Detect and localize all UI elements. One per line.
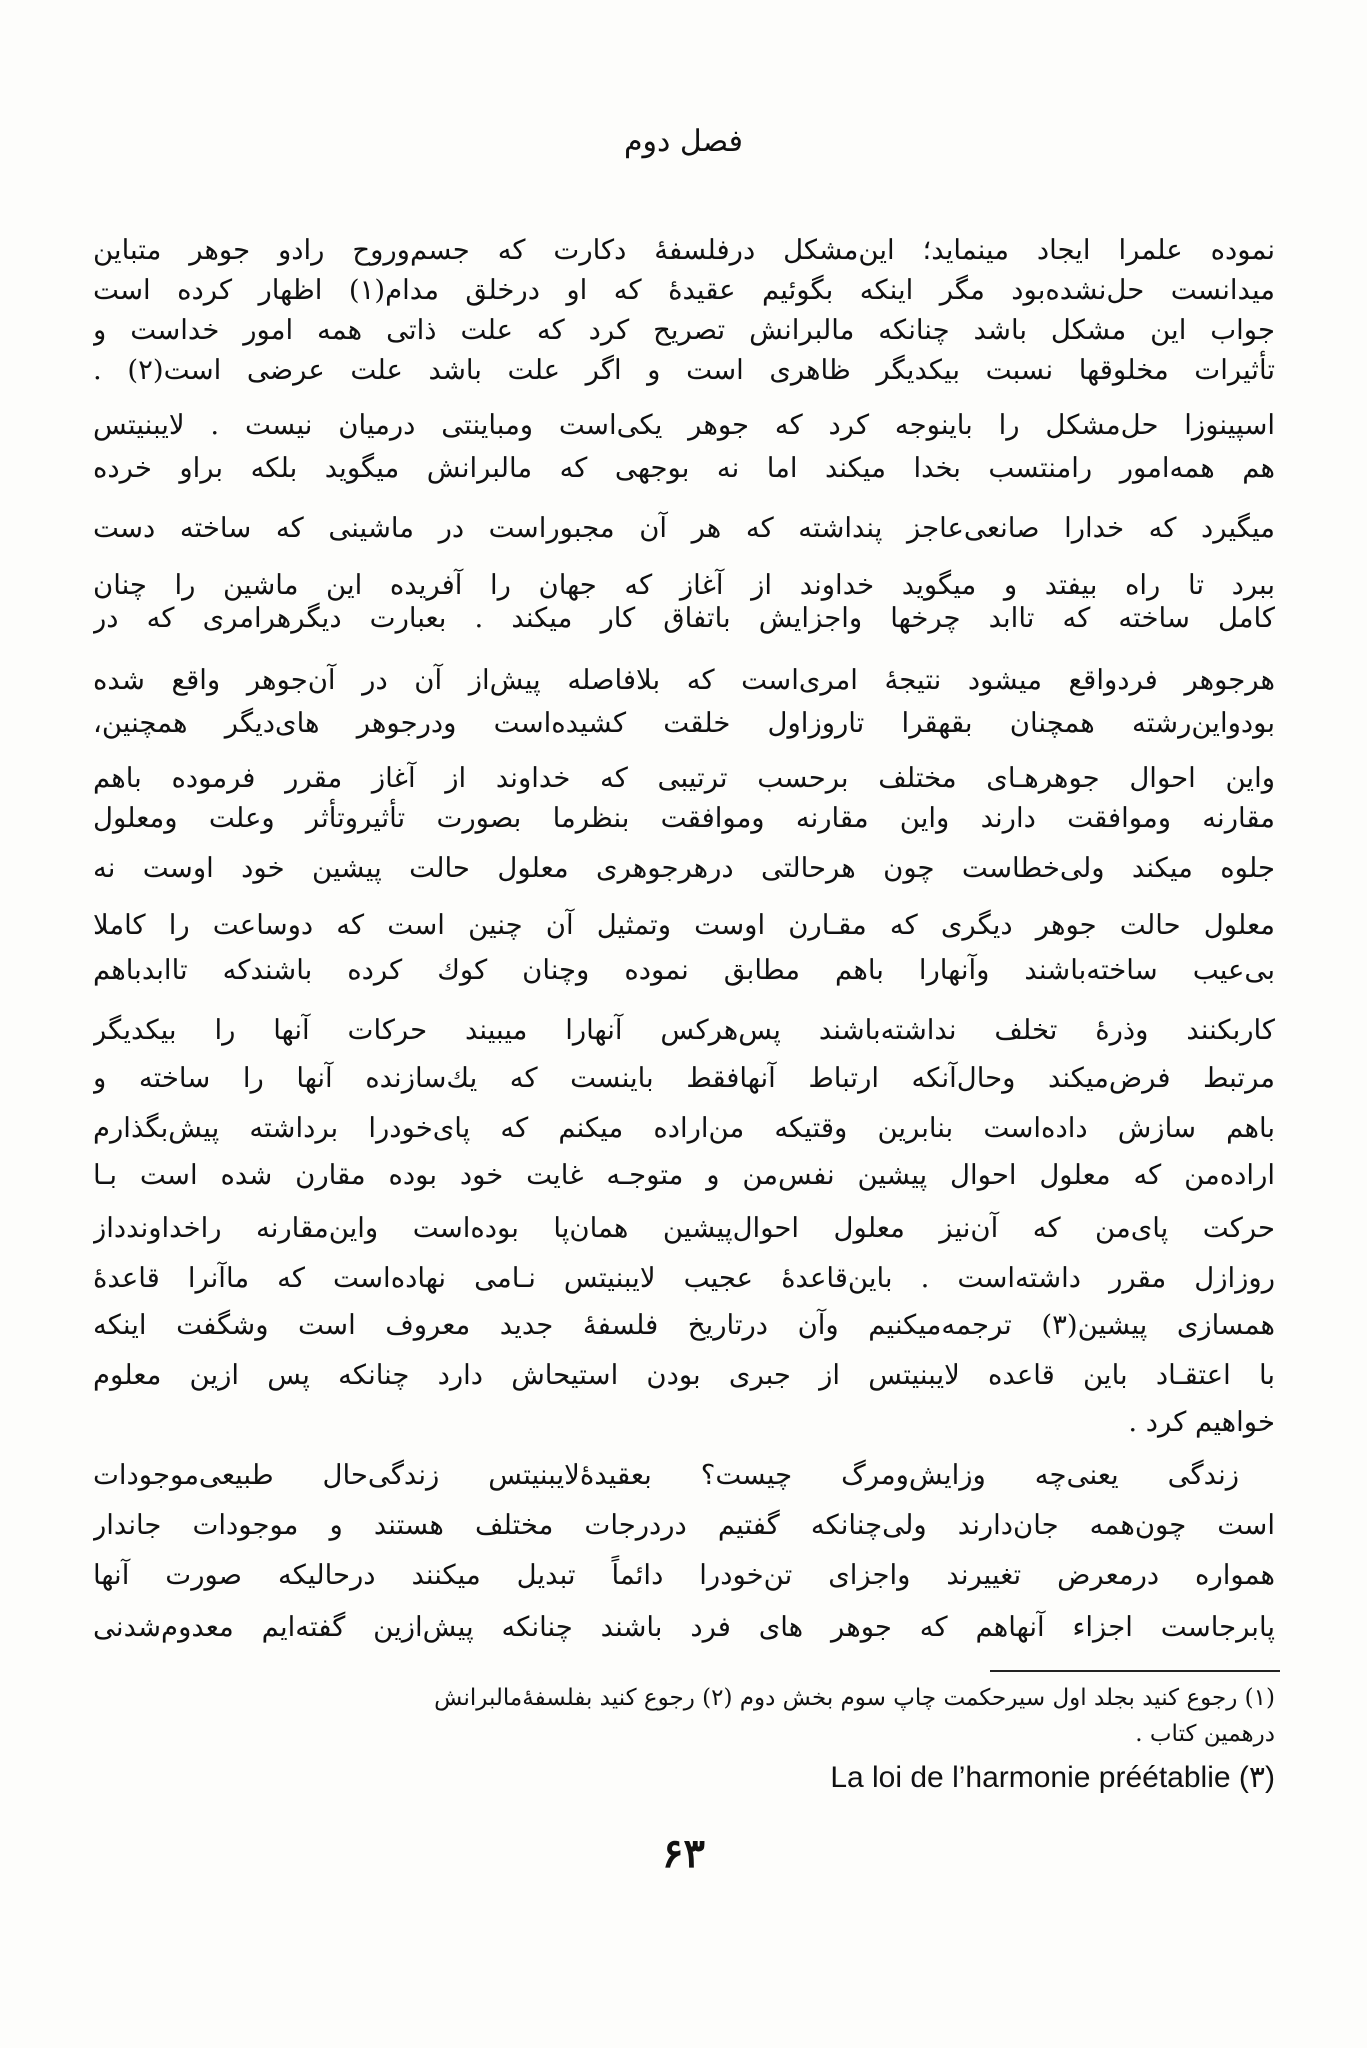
page-number: ۶۳ [662, 1830, 705, 1877]
text-line: میدانست حل‌نشده‌بود مگر اینکه بگوئیم عقیدهٔ که او درخلق مدام(۱) اظهار کرده است [93, 274, 1275, 306]
text-line: با اعتقـاد باین قاعده لایبنیتس از جبری بودن استیحاش دارد چنانکه پس ازین معلوم [93, 1359, 1275, 1391]
text-line: نموده علمرا ایجاد مینماید؛ این‌مشکل درفلسفهٔ دکارت که جسم‌وروح رادو جوهر متباین [93, 234, 1275, 266]
text-line: باهم سازش داده‌است بنابرین وقتیکه من‌اراده میکنم که پای‌خودرا برداشته پیش‌بگذارم [93, 1112, 1275, 1144]
text-line: مرتبط فرض‌میکند وحال‌آنکه ارتباط آنهافقط باینست که یك‌سازنده آنها را ساخته و [93, 1062, 1275, 1094]
text-line: مقارنه وموافقت دارند واین مقارنه وموافقت بنظرما بصورت تأثیروتأثر وعلت ومعلول [93, 802, 1275, 834]
text-line: بودواین‌رشته همچنان بقهقرا تاروزاول خلقت کشیده‌است ودرجوهر های‌دیگر همچنین، [93, 707, 1275, 739]
text-line: پابرجاست اجزاء آنهاهم که جوهر های فرد باشند چنانکه پیش‌ازین گفته‌ایم معدوم‌شدنی [93, 1611, 1275, 1643]
text-line: است چون‌همه جان‌دارند ولی‌چنانکه گفتیم دردرجات مختلف هستند و موجودات جاندار [93, 1509, 1275, 1541]
text-line: هم همه‌امور رامنتسب بخدا میکند اما نه بوجهی که مالبرانش میگوید بلکه براو خرده [93, 452, 1275, 484]
text-line: خواهیم کرد . [1128, 1406, 1275, 1438]
text-line: واین احوال جوهرهـای مختلف برحسب ترتیبی که خداوند از آغاز مقرر فرموده باهم [93, 762, 1275, 794]
text-line: بی‌عیب ساخته‌باشند وآنهارا باهم مطابق نموده وچنان کوك کرده باشندکه تاابدباهم [93, 954, 1275, 986]
text-line: جواب این مشکل باشد چنانکه مالبرانش تصریح کرد که علت ذاتی همه امور خداست و [93, 314, 1275, 346]
text-line: کاربکنند وذرهٔ تخلف نداشته‌باشند پس‌هرکس آنهارا میبیند حرکات آنها را بیکدیگر [93, 1014, 1275, 1046]
text-line: هرجوهر فردواقع میشود نتیجهٔ امری‌است که بلافاصله پیش‌از آن در آن‌جوهر واقع شده [93, 664, 1275, 696]
text-line: همسازی پیشین(۳) ترجمه‌میکنیم وآن درتاریخ فلسفهٔ جدید معروف است وشگفت اینکه [93, 1309, 1275, 1341]
text-line: میگیرد که خدارا صانعی‌عاجز پنداشته که هر آن مجبوراست در ماشینی که ساخته دست [93, 512, 1275, 544]
footnote-latin: La loi de l’harmonie préétablie (۳) [830, 1761, 1275, 1794]
footnote-line-2: درهمین کتاب . [1135, 1721, 1275, 1747]
text-line: جلوه میکند ولی‌خطاست چون هرحالتی درهرجوهری معلول حالت پیشین خود اوست نه [93, 852, 1275, 884]
chapter-header: فصل دوم [623, 124, 744, 159]
text-line: حرکت پای‌من که آن‌نیز معلول احوال‌پیشین همان‌پا بوده‌است واین‌مقارنه راخداوندداز [93, 1212, 1275, 1244]
text-line: کامل ساخته که تاابد چرخها واجزایش باتفاق کار میکند . بعبارت دیگرهرامری که در [93, 602, 1275, 634]
text-line: زندگی یعنی‌چه وزایش‌ومرگ چیست؟ بعقیدهٔ‌لایبنیتس زندگی‌حال طبیعی‌موجودات [93, 1459, 1239, 1491]
text-line: اسپینوزا حل‌مشکل را باینوجه کرد که جوهر یکی‌است ومباینتی درمیان نیست . لایبنیتس [93, 409, 1275, 441]
text-line: معلول حالت جوهر دیگری که مقـارن اوست وتمثیل آن چنین است که دوساعت را کاملا [93, 909, 1275, 941]
footnote-divider [990, 1670, 1280, 1672]
text-line: روزازل مقرر داشته‌است . باین‌قاعدهٔ عجیب لایبنیتس نـامی نهاده‌است که ماآنرا قاعدهٔ [93, 1262, 1275, 1294]
text-line: تأثیرات مخلوقها نسبت بیکدیگر ظاهری است و اگر علت باشد علت عرضی است(۲) . [93, 354, 1275, 386]
text-line: همواره درمعرض تغییرند واجزای تن‌خودرا دائماً تبدیل میکنند درحالیکه صورت آنها [93, 1559, 1275, 1591]
text-line: ببرد تا راه بیفتد و میگوید خداوند از آغاز که جهان را آفریده این ماشین را چنان [93, 569, 1275, 601]
footnote-line-1: (۱) رجوع کنید بجلد اول سیرحکمت چاپ سوم بخش دوم (۲) رجوع کنید بفلسفهٔ‌مالبرانش [434, 1685, 1275, 1711]
text-line: اراده‌من که معلول احوال پیشین نفس‌من و متوجـه غایت خود بوده مقارن شده است بـا [93, 1159, 1275, 1191]
